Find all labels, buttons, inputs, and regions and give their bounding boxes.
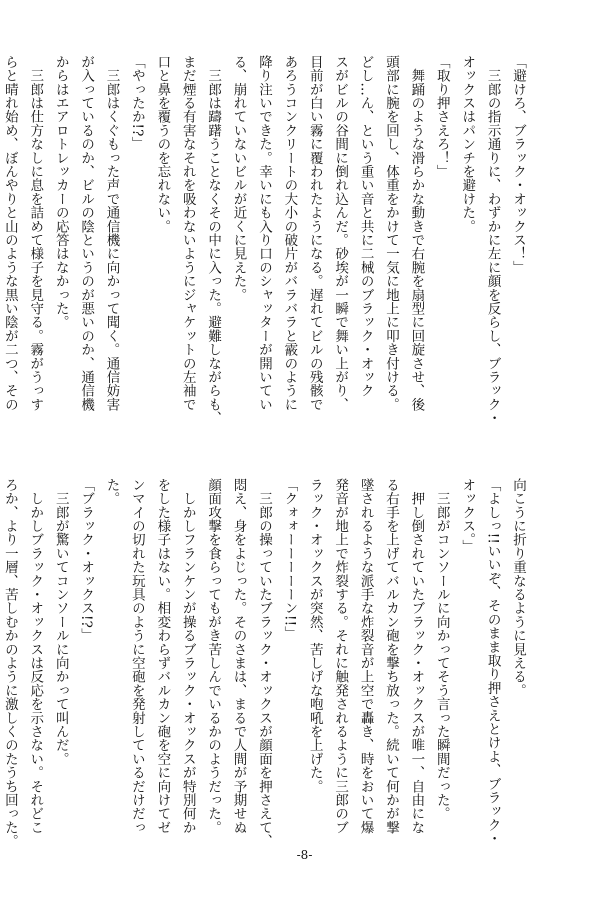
text-line: 顔面攻撃を食らってもがき苦しんでいるかのようだった。 [205, 478, 222, 835]
text-line: 「やったか!?」 [128, 55, 145, 151]
text-line: 押し倒されていたブラック・オックスが唯一、自由にな [408, 478, 425, 835]
text-line: る、崩れていないビルが近くに見えた。 [230, 55, 247, 302]
text-line: 「よしっ!!いいぞ、そのまま取り押さえとけよ、ブラック・ [484, 478, 501, 846]
text-line: オックス。」 [459, 478, 476, 554]
text-line: あろうコンクリートの大小の破片がバラバラと霰のように [281, 55, 298, 412]
text-line: 三郎の指示通りに、わずかに左に顔を反らし、ブラック・ [484, 55, 501, 425]
text-line: ラック・オックスが突然、苦しげな咆吼を上げた。 [306, 478, 323, 794]
text-line: 悶え、身をよじった。そのさまは、まるで人間が予期せぬ [230, 478, 247, 835]
text-line: からはエアロトレッカーの応答はなかった。 [52, 55, 69, 329]
text-line: 「取り押さえろ！」 [433, 55, 450, 179]
text-line: 三郎の操っていたブラック・オックスが顔面を押さえて、 [255, 478, 272, 848]
page-number: -8- [296, 848, 313, 862]
text-line: まだ煙る有害なそれを吸わないようにジャケットの左袖で [179, 55, 196, 412]
lower-text-block [1, 478, 530, 848]
text-line: どし…ん、という重い音と共に二械のブラック・オック [357, 55, 374, 398]
text-line: 「避けろ、ブラック・オックス！」 [510, 55, 526, 275]
text-line: 口と鼻を覆うのを忘れない。 [154, 55, 171, 234]
text-line: 三郎が驚いてコンソールに向かって叫んだ。 [52, 478, 69, 766]
text-line: ンマイの切れた玩具のように空砲を発射しているだけだっ [128, 478, 145, 835]
text-line: た。 [103, 478, 120, 506]
text-line: 「クォォーーーーーン!!」 [281, 478, 298, 640]
text-line: 「ブラック・オックス!?」 [78, 478, 95, 642]
text-line: が入っているのか、ビルの陰というのが悪いのか、通信機 [78, 55, 95, 412]
text-line: オックスはパンチを避けた。 [459, 55, 476, 234]
text-line: 三郎はくぐもった声で通信機に向かって聞く。通信妨害 [103, 55, 120, 412]
text-line: しかしフランケンが操るブラック・オックスが特別何か [179, 478, 196, 835]
text-line: 頭部に腕を回し、体重をかけて一気に地上に叩き付ける。 [382, 55, 399, 412]
text-line: 舞踊のような滑らかな動きで右腕を扇型に回旋させ、後 [408, 55, 425, 412]
text-line: らと晴れ始め、ぼんやりと山のような黒い陰が二つ、その [1, 55, 18, 412]
text-line: 発音が地上で炸裂する。それに触発されるように三郎のブ [332, 478, 349, 835]
upper-text-block [1, 55, 530, 425]
text-line: 三郎は仕方なしに息を詰めて様子を見守る。霧がうっす [27, 55, 44, 412]
text-line: 向こうに折り重なるように見える。 [510, 478, 526, 698]
text-line: 墜されるような派手な炸裂音が上空で轟き、時をおいて爆 [357, 478, 374, 835]
text-line: 三郎がコンソールに向かってそう言った瞬間だった。 [433, 478, 450, 821]
text-line: 三郎は躊躇うことなくその中に入った。避難しながらも、 [205, 55, 222, 425]
text-line: 目前が白い霧に覆われたようになる。遅れてビルの残骸で [306, 55, 323, 412]
text-line: しかしブラック・オックスは反応を示さない。それどこ [27, 478, 44, 835]
text-line: る右手を上げてバルカン砲を撃ち放った。続いて何かが撃 [382, 478, 399, 835]
text-line: ろか、より一層、苦しむかのように激しくのたうち回った。 [1, 478, 18, 848]
text-line: 降り注いできた。幸いにも入り口のシャッターが開いてい [255, 55, 272, 412]
text-line: スがビルの谷間に倒れ込んだ。砂埃が一瞬で舞い上がり、 [332, 55, 349, 412]
text-line: をした様子はない。相変わらずバルカン砲を空に向けてゼ [154, 478, 171, 835]
